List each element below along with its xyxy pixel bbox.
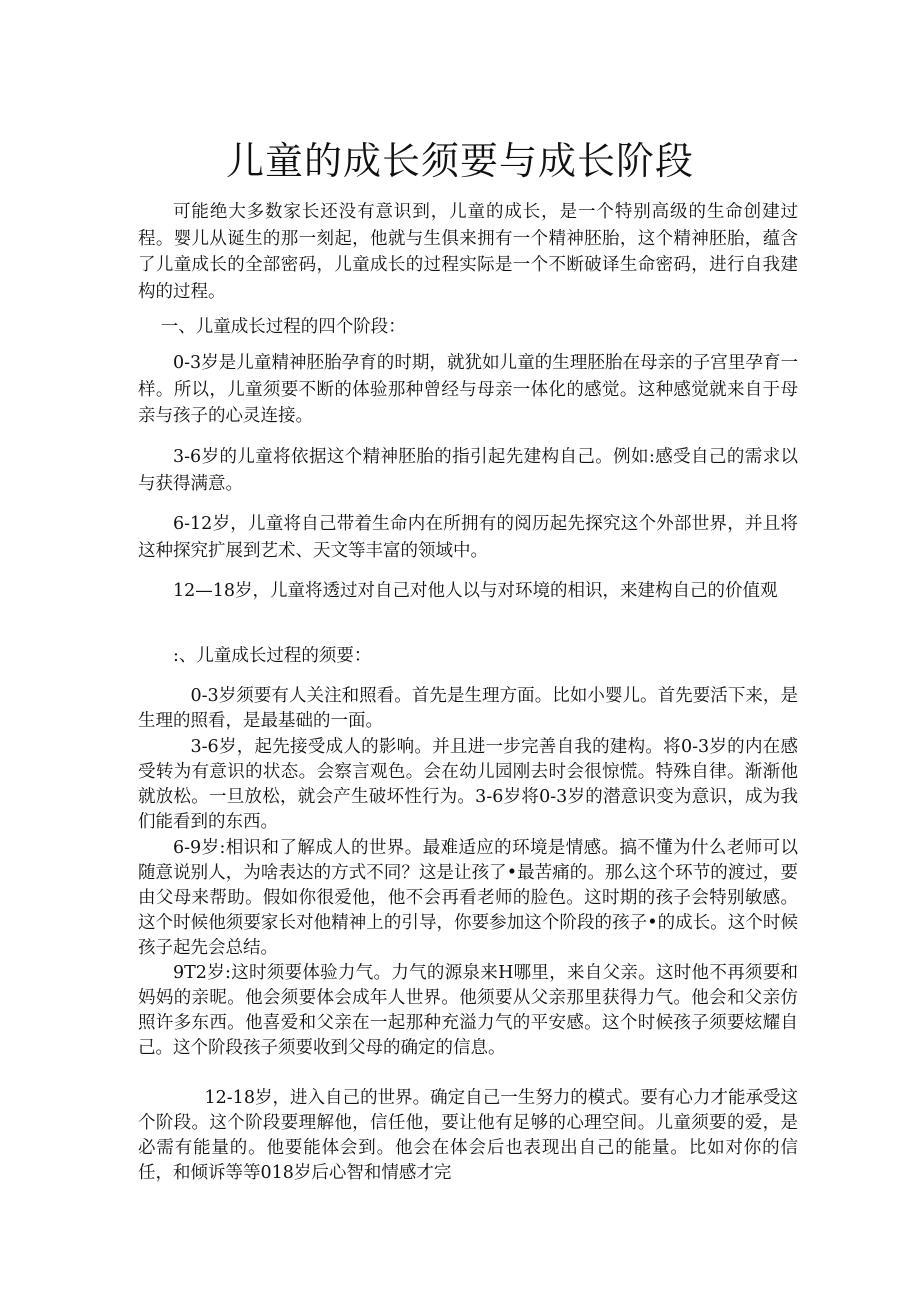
section2-paragraph-12-18: 12-18岁，进入自己的世界。确定自己一生努力的模式。要有心力才能承受这个阶段。这个阶段要理解他，信任他，要让他有足够的心理空间。儿童须要的爱，是必需有能量的。他要能体会到。他会在体会后也表现出自己的能量。比如对你的信任，和倾诉等等018岁后心智和情感才完 — [138, 1088, 798, 1183]
section1-paragraph-6-12: 6-12岁，儿童将自己带着生命内在所拥有的阅历起先探究这个外部世界，并且将这种探究扩展到艺术、天文等丰富的领域中。 — [138, 514, 798, 561]
section2-paragraph-0-3: 0-3岁须要有人关注和照看。首先是生理方面。比如小婴儿。首先要活下来，是生理的照看，是最基础的一面。 — [138, 686, 798, 731]
section1-paragraph-0-3: 0-3岁是儿童精神胚胎孕育的时期，就犹如儿童的生理胚胎在母亲的子宫里孕育一样。所以，儿童须要不断的体验那种曾经与母亲一体化的感觉。这种感觉就来自于母亲与孩子的心灵连接。 — [138, 353, 798, 426]
section2-paragraph-9-12: 9T2岁:这时须要体验力气。力气的源泉来H哪里，来自父亲。这时他不再须要和妈妈的亲昵。他会须要体会成年人世界。他须要从父亲那里获得力气。他会和父亲仿照许多东西。他喜爱和父亲在一起那种充溢力气的平安感。这个时候孩子须要炫耀自己。这个阶段孩子须要收到父母的确定的信息。 — [138, 963, 798, 1058]
section1-heading: 一、儿童成长过程的四个阶段： — [160, 317, 406, 337]
section2-paragraph-6-9: 6-9岁:相识和了解成人的世界。最难适应的环境是情感。搞不懂为什么老师可以随意说别人，为啥表达的方式不同？这是让孩了•最苦痛的。那么这个环节的渡过，要由父母来帮助。假如你很爱他，他不会再看老师的脸色。这时期的孩子会特别敏感。这个时候他须要家长对他精神上的引导，你要参加这个阶段的孩子•的成长。这个时候孩子起先会总结。 — [138, 838, 798, 958]
document-page — [138, 0, 798, 1301]
section1-paragraph-3-6: 3-6岁的儿童将依据这个精神胚胎的指引起先建构自己。例如:感受自己的需求以与获得满意。 — [138, 447, 798, 494]
intro-paragraph: 可能绝大多数家长还没有意识到，儿童的成长，是一个特别高级的生命创建过程。婴儿从诞生的那一刻起，他就与生俱来拥有一个精神胚胎，这个精神胚胎，蕴含了儿童成长的全部密码，儿童成长的过程实际是一个不断破译生命密码，进行自我建构的过程。 — [138, 202, 798, 302]
section2-heading: :、儿童成长过程的须要： — [173, 646, 372, 666]
section1-paragraph-12-18: 12—18岁，儿童将透过对自己对他人以与对环境的相识，来建构自己的价值观 — [173, 581, 778, 601]
section2-paragraph-3-6: 3-6岁，起先接受成人的影响。并且进一步完善自我的建构。将0-3岁的内在感受转为有意识的状态。会察言观色。会在幼儿园刚去时会很惊慌。特殊自律。渐渐他就放松。一旦放松，就会产生破坏性行为。3-6岁将0-3岁的潜意识变为意识，成为我们能看到的东西。 — [138, 737, 798, 832]
document-title: 儿童的成长须要与成长阶段 — [225, 139, 694, 183]
